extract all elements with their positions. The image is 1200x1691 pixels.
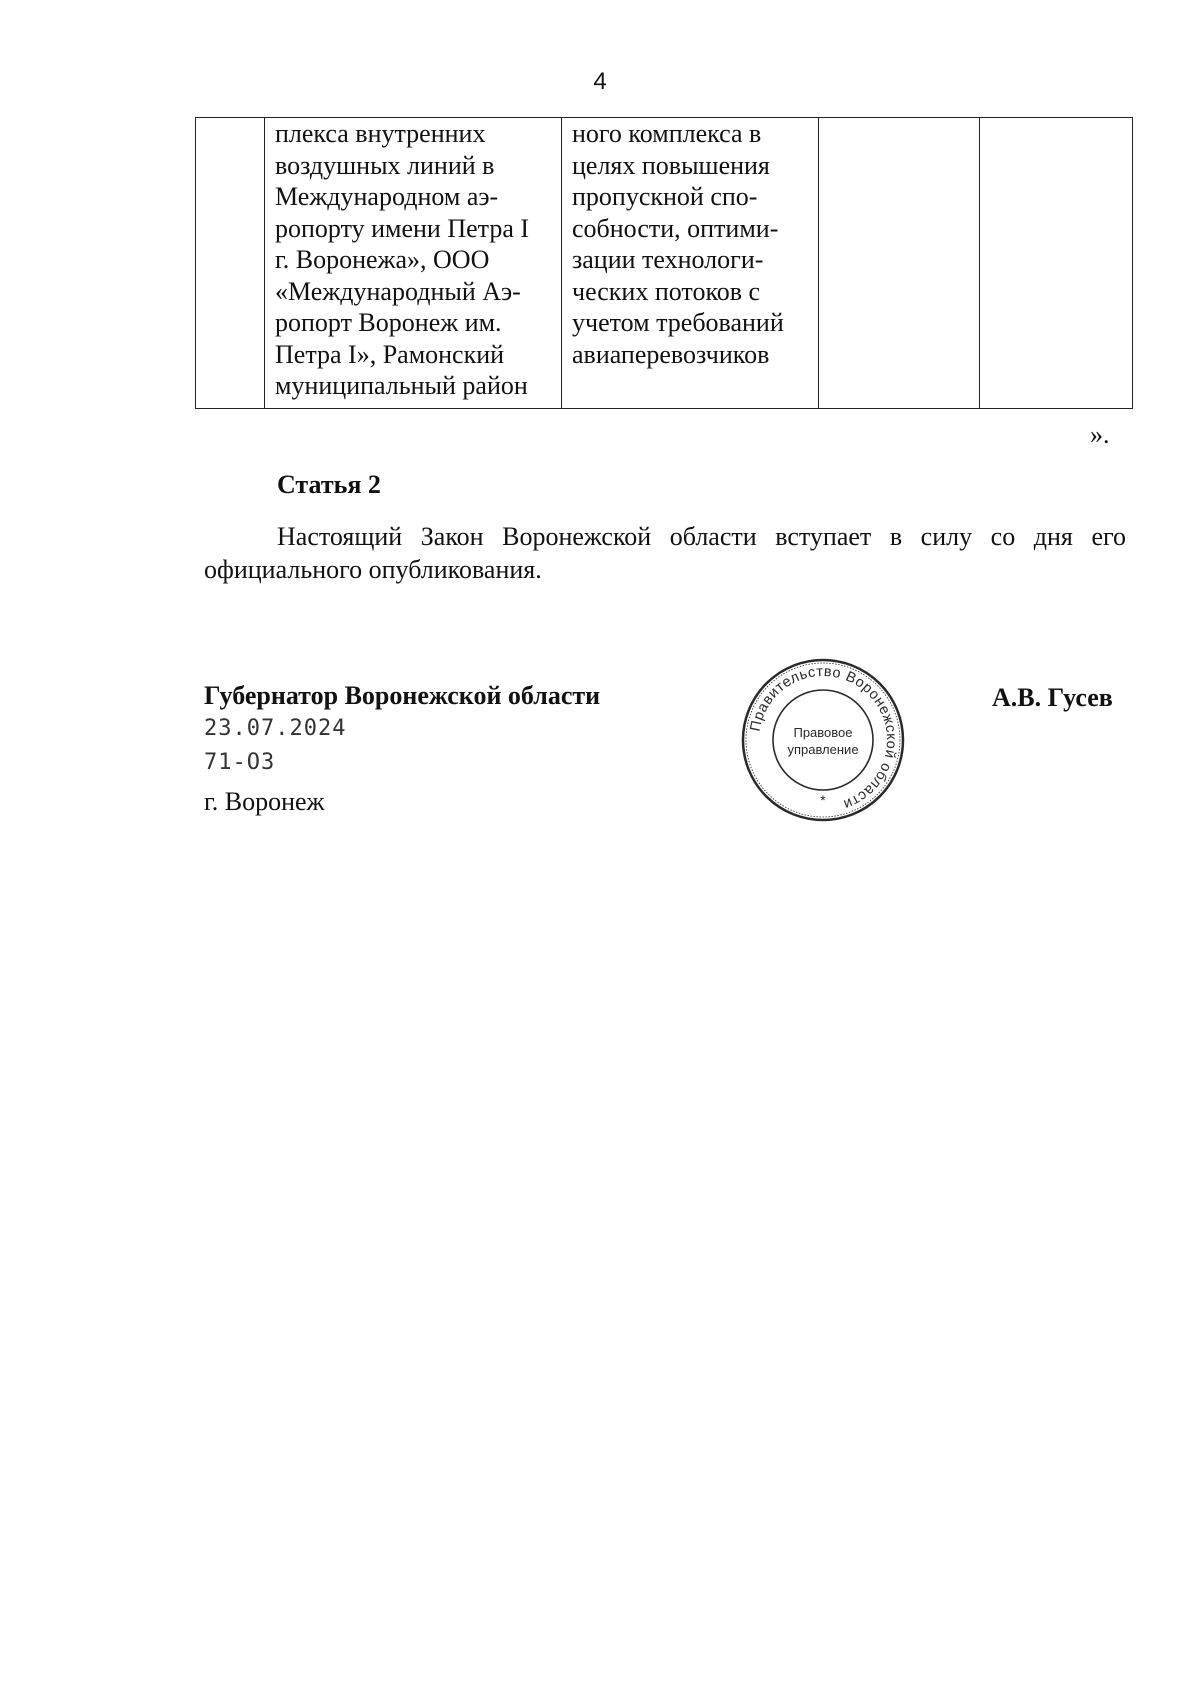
official-seal <box>738 655 908 825</box>
city: г. Воронеж <box>204 787 325 816</box>
table-cell-number <box>196 118 265 409</box>
table-cell-purpose: ного комплекса в целях повышения пропускной спо- собности, оптими- зации технологи- ческих потоков с учетом требований авиаперевозчиков <box>562 118 819 409</box>
table-row <box>196 118 1133 409</box>
governor-name: А.В. Гусев <box>992 683 1113 712</box>
signature-block <box>204 680 600 822</box>
seal-inner-ring <box>773 690 873 790</box>
table-cell-empty-1 <box>819 118 980 409</box>
seal-inner-line-1: Правовое <box>793 725 853 740</box>
closing-quote: ». <box>1090 420 1110 449</box>
seal-outer-text: Правительство Воронежской области <box>747 663 900 813</box>
law-date: 23.07.2024 <box>204 716 347 741</box>
continuation-table <box>195 117 1133 409</box>
page-number: 4 <box>593 68 607 95</box>
table-cell-empty-2 <box>980 118 1133 409</box>
seal-star: * <box>820 792 826 808</box>
law-number: 71-ОЗ <box>204 750 276 775</box>
seal-inner-line-2: управление <box>787 742 859 757</box>
table-cell-object: плекса внутренних воздушных линий в Международном аэ- ропорту имени Петра I г. Воронежа», ООО «Международный Аэ- ропорт Воронеж им. Петра I», Рамонский муниципальный район <box>265 118 562 409</box>
governor-title: Губернатор Воронежской области <box>204 681 601 710</box>
article-title: Статья 2 <box>277 470 381 499</box>
article-text: Настоящий Закон Воронежской области вступает в силу со дня его официального опубликования. <box>204 522 1126 584</box>
